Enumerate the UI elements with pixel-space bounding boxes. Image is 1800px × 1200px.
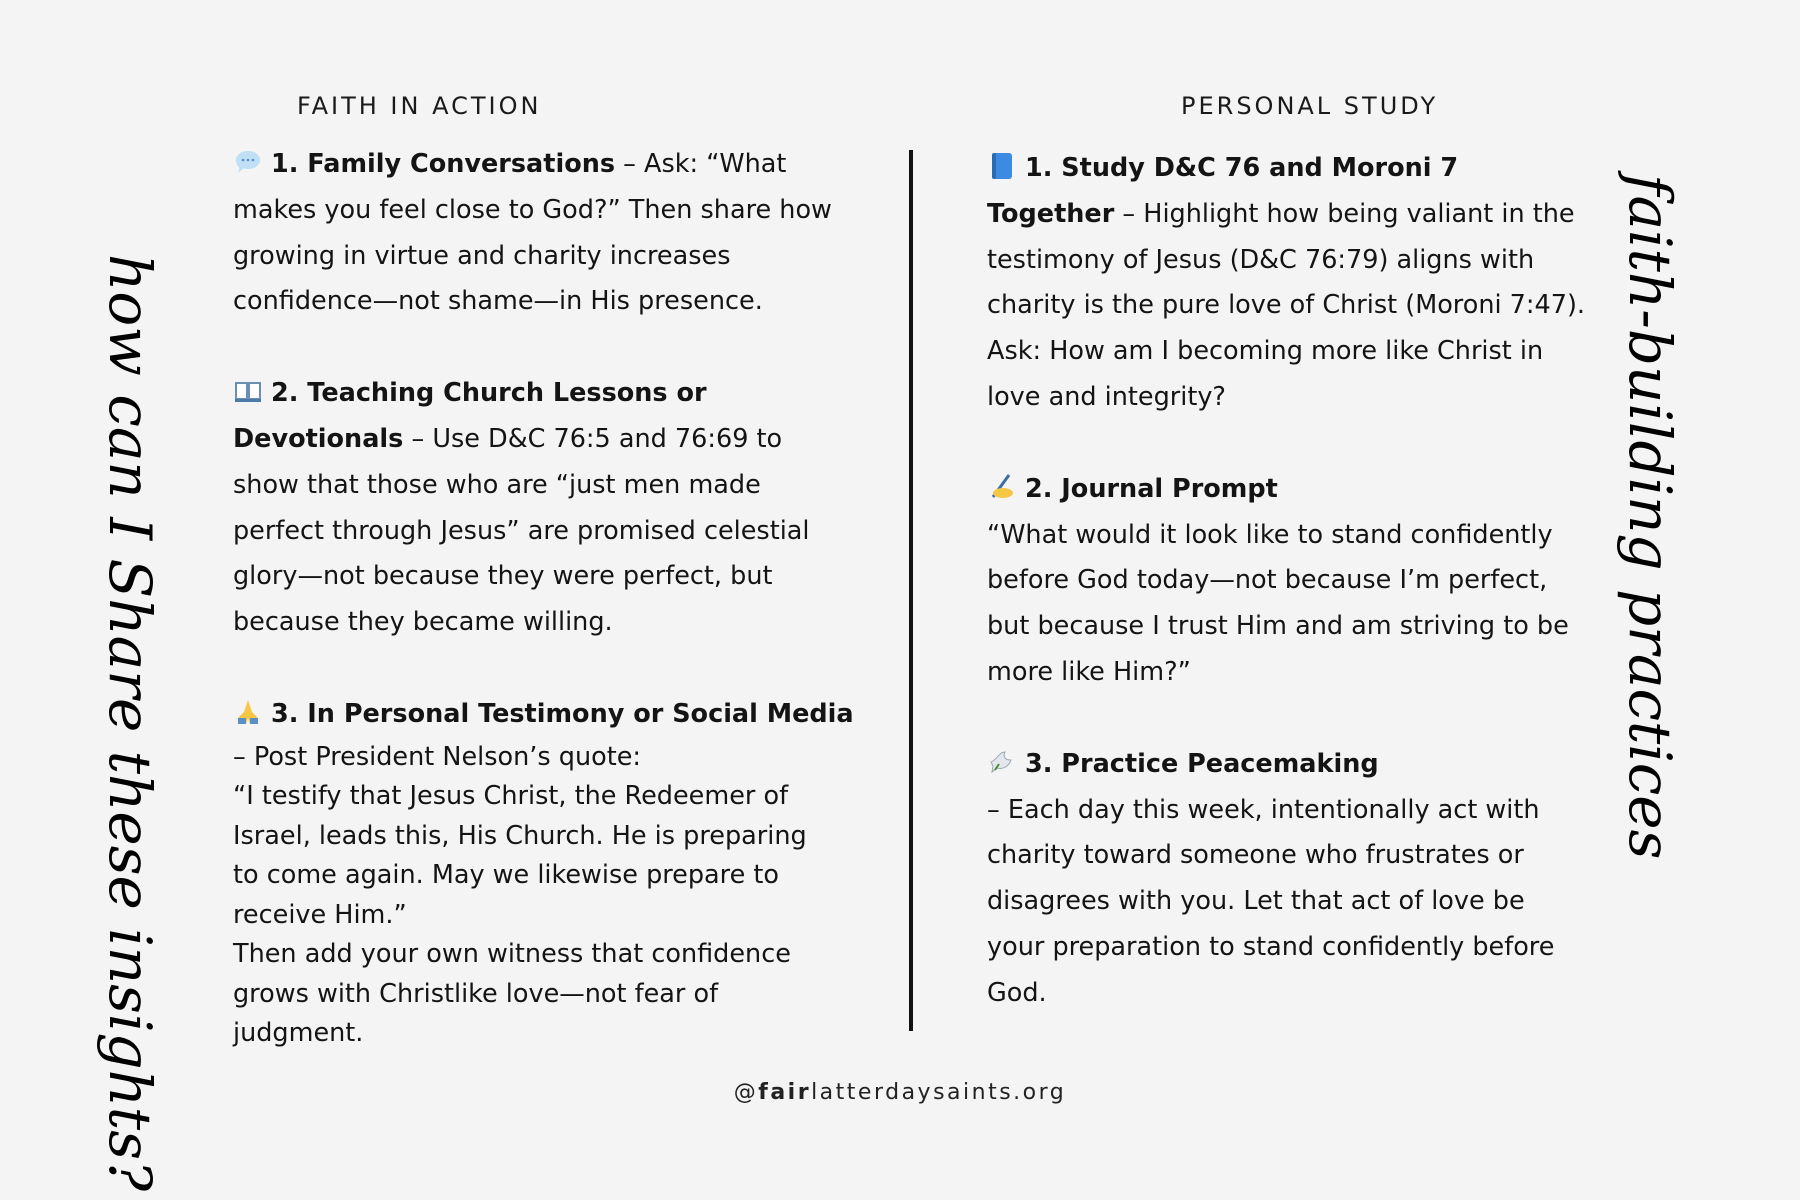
speech-bubble-icon <box>233 148 263 176</box>
left-column-heading: FAITH IN ACTION <box>297 92 542 120</box>
footer-prefix: @ <box>733 1080 759 1105</box>
left-item-2-body: Use D&C 76:5 and 76:69 to show that those who are “just men made perfect through Jesus” are promised celestial glory—not because they were perfect, but because they became willing. <box>233 423 810 638</box>
right-item-1-body: Highlight how being valiant in the testimony of Jesus (D&C 76:79) aligns with charity is the pure love of Christ (Moroni 7:47). Ask: How am I becoming more like Christ in love and integrity? <box>987 198 1585 412</box>
right-script-title: faith-building practices <box>1616 174 1684 860</box>
right-column <box>987 146 1587 1017</box>
writing-hand-icon <box>987 473 1017 501</box>
right-item-3-title: 3. Practice Peacemaking <box>1025 748 1379 779</box>
left-item-2-sep: – <box>403 423 433 454</box>
left-item-3-title: 3. In Personal Testimony or Social Media <box>271 698 854 729</box>
right-item-2-body: “What would it look like to stand confidently before God today—not because I’m perfect, but because I trust Him and am striving to be more like Him?” <box>987 519 1569 687</box>
left-item-3-line1: – Post President Nelson’s quote: <box>233 741 641 772</box>
left-item-1 <box>233 142 833 325</box>
blue-book-icon <box>987 152 1017 180</box>
right-item-2-title: 2. Journal Prompt <box>1025 473 1278 504</box>
left-item-3 <box>233 692 854 1054</box>
right-item-1 <box>987 146 1587 421</box>
left-item-2 <box>233 371 833 646</box>
right-item-1-title: 1. Study D&C 76 and Moroni 7 Together <box>987 153 1459 229</box>
folded-hands-icon <box>233 698 263 726</box>
left-item-1-sep: – <box>615 149 645 179</box>
right-item-1-sep: – <box>1114 198 1144 229</box>
left-item-1-title: 1. Family Conversations <box>271 149 616 179</box>
left-script-title: how can I Share these insights? <box>96 254 164 1192</box>
left-item-3-body: Then add your own witness that confidence grows with Christlike love—not fear of judgment. <box>233 939 791 1049</box>
right-column-heading: PERSONAL STUDY <box>1181 92 1439 120</box>
column-divider <box>909 150 913 1031</box>
left-item-1-body: Ask: “What makes you feel close to God?” Then share how growing in virtue and charity increases confidence—not shame—in His presence. <box>233 149 832 317</box>
dove-icon <box>987 748 1017 776</box>
left-item-3-quote: “I testify that Jesus Christ, the Redeemer of Israel, leads this, His Church. He is preparing to come again. May we likewise prepare to receive Him.” <box>233 781 807 930</box>
footer-bold: fair <box>758 1080 812 1105</box>
right-item-2 <box>987 467 1587 696</box>
right-item-3 <box>987 742 1587 1017</box>
footer-rest: latterdaysaints.org <box>811 1080 1067 1105</box>
left-column <box>233 142 854 1054</box>
left-item-2-title: 2. Teaching Church Lessons or Devotionals <box>233 378 707 454</box>
open-book-icon <box>233 377 263 405</box>
right-item-3-body: – Each day this week, intentionally act with charity toward someone who frustrates or disagrees with you. Let that act of love be your preparation to stand confidently before God. <box>987 794 1555 1008</box>
footer-handle <box>0 1080 1800 1105</box>
